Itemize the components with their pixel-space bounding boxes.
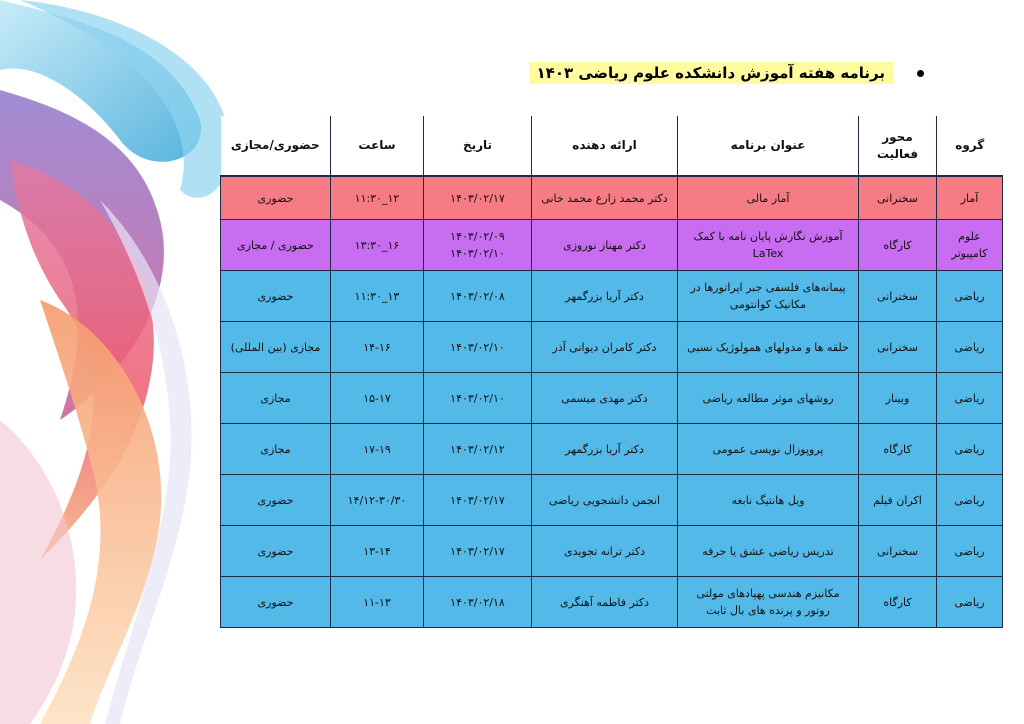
cell-axis: وبینار bbox=[859, 373, 937, 424]
header-time: ساعت bbox=[331, 116, 424, 176]
cell-presenter: دکتر مهناز نوروزی bbox=[532, 220, 678, 271]
cell-date: ۱۴۰۳/۰۲/۰۸ bbox=[424, 271, 532, 322]
table-row bbox=[221, 526, 1003, 577]
header-presenter: ارائه دهنده bbox=[532, 116, 678, 176]
heading-title: برنامه هفته آموزش دانشکده علوم ریاضی ۱۴۰۳ bbox=[529, 62, 893, 84]
cell-title: حلقه ها و مدولهای همولوژیک نسبی bbox=[678, 322, 859, 373]
cell-group: آمار bbox=[937, 176, 1003, 220]
cell-time: ۱۶_۱۳:۳۰ bbox=[331, 220, 424, 271]
table-header-row bbox=[221, 116, 1003, 176]
cell-mode: مجازی bbox=[221, 373, 331, 424]
cell-date: ۱۴۰۳/۰۲/۱۰ bbox=[424, 373, 532, 424]
table-row bbox=[221, 176, 1003, 220]
header-axis: محور فعالیت bbox=[859, 116, 937, 176]
cell-time: ۱۳_۱۱:۳۰ bbox=[331, 271, 424, 322]
cell-date: ۱۴۰۳/۰۲/۱۷ bbox=[424, 475, 532, 526]
cell-title: پروپوزال نویسی عمومی bbox=[678, 424, 859, 475]
table-row bbox=[221, 220, 1003, 271]
cell-presenter: دکتر مهدی میسمی bbox=[532, 373, 678, 424]
table-row bbox=[221, 424, 1003, 475]
cell-axis: اکران فیلم bbox=[859, 475, 937, 526]
cell-date: ۱۴۰۳/۰۲/۱۷ bbox=[424, 526, 532, 577]
cell-date: ۱۴۰۳/۰۲/۱۰ bbox=[424, 322, 532, 373]
cell-time: ۱۷-۱۹ bbox=[331, 424, 424, 475]
cell-time: ۱۴/۱۲-۳۰/۳۰ bbox=[331, 475, 424, 526]
cell-time: ۱۵-۱۷ bbox=[331, 373, 424, 424]
header-title: عنوان برنامه bbox=[678, 116, 859, 176]
cell-title: آمار مالی bbox=[678, 176, 859, 220]
bullet-icon bbox=[917, 70, 924, 77]
cell-presenter: دکتر ترانه تجویدی bbox=[532, 526, 678, 577]
cell-date: ۱۴۰۳/۰۲/۰۹ ۱۴۰۳/۰۲/۱۰ bbox=[424, 220, 532, 271]
cell-presenter: انجمن دانشجویی ریاضی bbox=[532, 475, 678, 526]
cell-time: ۱۴-۱۶ bbox=[331, 322, 424, 373]
table-row bbox=[221, 475, 1003, 526]
cell-title: تدریس ریاضی عشق یا حرفه bbox=[678, 526, 859, 577]
cell-mode: حضوری bbox=[221, 526, 331, 577]
cell-group: ریاضی bbox=[937, 373, 1003, 424]
cell-axis: کارگاه bbox=[859, 424, 937, 475]
header-mode: حضوری/مجازی bbox=[221, 116, 331, 176]
cell-mode: حضوری bbox=[221, 577, 331, 628]
cell-presenter: دکتر آریا بزرگمهر bbox=[532, 424, 678, 475]
cell-date: ۱۴۰۳/۰۲/۱۸ bbox=[424, 577, 532, 628]
table-row bbox=[221, 322, 1003, 373]
cell-title: ویل هانتیگ نابغه bbox=[678, 475, 859, 526]
cell-presenter: دکتر کامران دیوانی آذر bbox=[532, 322, 678, 373]
cell-mode: حضوری bbox=[221, 271, 331, 322]
header-date: تاریخ bbox=[424, 116, 532, 176]
cell-presenter: دکتر آریا بزرگمهر bbox=[532, 271, 678, 322]
cell-group: ریاضی bbox=[937, 424, 1003, 475]
cell-presenter: دکتر محمد زارع محمد خانی bbox=[532, 176, 678, 220]
cell-axis: کارگاه bbox=[859, 577, 937, 628]
cell-date: ۱۴۰۳/۰۲/۱۲ bbox=[424, 424, 532, 475]
schedule-table bbox=[220, 116, 1003, 628]
header-group: گروه bbox=[937, 116, 1003, 176]
cell-mode: حضوری / مجازی bbox=[221, 220, 331, 271]
cell-group: علوم کامپیوتر bbox=[937, 220, 1003, 271]
cell-title: مکانیزم هندسی پهپادهای مولتی روتور و پرنده های بال ثابت bbox=[678, 577, 859, 628]
cell-title: روشهای موثر مطالعه ریاضی bbox=[678, 373, 859, 424]
cell-axis: سخنرانی bbox=[859, 526, 937, 577]
cell-time: ۱۳-۱۴ bbox=[331, 526, 424, 577]
cell-group: ریاضی bbox=[937, 475, 1003, 526]
cell-date: ۱۴۰۳/۰۲/۱۷ bbox=[424, 176, 532, 220]
cell-mode: مجازی (بین المللی) bbox=[221, 322, 331, 373]
cell-axis: کارگاه bbox=[859, 220, 937, 271]
heading bbox=[529, 62, 924, 84]
cell-axis: سخنرانی bbox=[859, 271, 937, 322]
cell-title: پیمانه‌های فلسفی جبر اپراتورها در مکانیک کوانتومی bbox=[678, 271, 859, 322]
cell-title: آموزش نگارش پایان نامه با کمک LaTex bbox=[678, 220, 859, 271]
cell-axis: سخنرانی bbox=[859, 322, 937, 373]
table-row bbox=[221, 577, 1003, 628]
cell-group: ریاضی bbox=[937, 271, 1003, 322]
cell-group: ریاضی bbox=[937, 322, 1003, 373]
cell-mode: مجازی bbox=[221, 424, 331, 475]
cell-time: ۱۲_۱۱:۳۰ bbox=[331, 176, 424, 220]
cell-presenter: دکتر فاطمه آهنگری bbox=[532, 577, 678, 628]
cell-mode: حضوری bbox=[221, 176, 331, 220]
cell-mode: حضوری bbox=[221, 475, 331, 526]
table-row bbox=[221, 271, 1003, 322]
table-row bbox=[221, 373, 1003, 424]
cell-group: ریاضی bbox=[937, 526, 1003, 577]
cell-axis: سخنرانی bbox=[859, 176, 937, 220]
cell-time: ۱۱-۱۳ bbox=[331, 577, 424, 628]
cell-group: ریاضی bbox=[937, 577, 1003, 628]
